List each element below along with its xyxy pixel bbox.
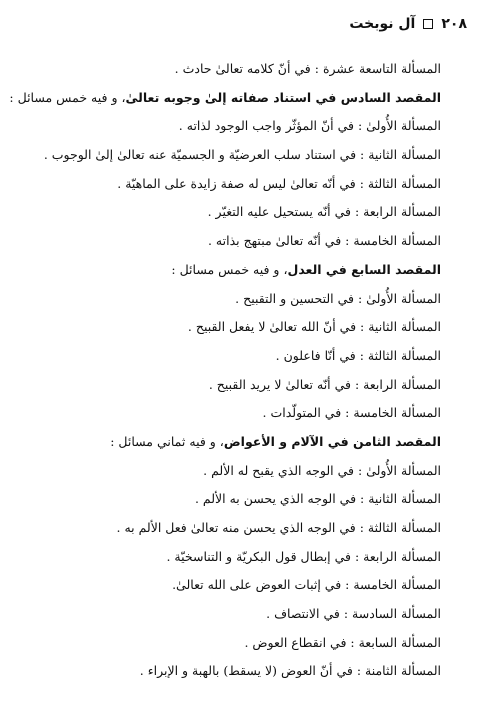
section-heading-title: المقصد السابع في العدل bbox=[287, 261, 441, 277]
list-item: المسألة السادسة : في الانتصاف . bbox=[266, 606, 441, 622]
list-item: المسألة الأُولىٰ : في أنّ المؤثّر واجب الوجود لذاته . bbox=[178, 118, 441, 134]
section-heading-title: المقصد السادس في استناد صفاته إلىٰ وجوبه تعالىٰ bbox=[125, 89, 441, 105]
square-icon bbox=[423, 19, 433, 29]
list-item: المسألة الرابعة : في إبطال قول البكريّة و التناسخيّة . bbox=[166, 548, 441, 564]
page-number: ٢٠٨ bbox=[441, 16, 467, 32]
list-item: المسألة الخامسة : في المتولّدات . bbox=[262, 405, 441, 421]
section-heading-rest: ، و فيه ثماني مسائل : bbox=[110, 433, 224, 449]
list-item: المسألة الرابعة : في أنّه يستحيل عليه التغيّر . bbox=[207, 204, 441, 220]
list-item: المسألة الأُولىٰ : في الوجه الذي يقبح له الألم . bbox=[203, 462, 441, 478]
section-heading bbox=[28, 256, 441, 285]
list-item: المسألة الثانية : في أنّ الله تعالىٰ لا يفعل القبيح . bbox=[187, 319, 441, 335]
list-item: المسألة الثانية : في الوجه الذي يحسن به الألم . bbox=[194, 491, 441, 507]
list-item: المسألة الخامسة : في أنّه تعالىٰ مبتهج بذاته . bbox=[207, 233, 441, 249]
page-body bbox=[9, 55, 441, 686]
list-item: المسألة الثانية : في استناد سلب العرضيّة و الجسميّة عنه تعالىٰ إلىٰ الوجوب . bbox=[43, 147, 441, 163]
running-title: آل نوبخت bbox=[349, 16, 416, 32]
list-item: المسألة السابعة : في انقطاع العوض . bbox=[244, 634, 441, 650]
section-heading bbox=[28, 428, 441, 457]
page-header bbox=[349, 14, 467, 34]
list-item: المسألة الثالثة : في أنّه تعالىٰ ليس له صفة زايدة على الماهيّة . bbox=[117, 175, 441, 191]
list-item: المسألة الثالثة : في الوجه الذي يحسن منه تعالىٰ فعل الألم به . bbox=[116, 520, 441, 535]
list-item: المسألة التاسعة عشرة : في أنّ كلامه تعالىٰ حادث . bbox=[174, 61, 441, 76]
list-item: المسألة الثامنة : في أنّ العوض (لا يسقط) بالهبة و الإبراء . bbox=[139, 663, 441, 679]
section-heading-rest: ، و فيه خمس مسائل : bbox=[9, 89, 126, 105]
list-item: المسألة الثالثة : في أنّا فاعلون . bbox=[275, 347, 441, 363]
list-item: المسألة الأُولىٰ : في التحسين و التقبيح . bbox=[235, 290, 441, 306]
section-heading-title: المقصد الثامن في الآلام و الأعواض bbox=[223, 433, 441, 449]
section-heading bbox=[9, 84, 441, 113]
list-item: المسألة الخامسة : في إثبات العوض على الله تعالىٰ. bbox=[172, 577, 441, 593]
list-item: المسألة الرابعة : في أنّه تعالىٰ لا يريد القبيح . bbox=[208, 376, 441, 392]
section-heading-rest: ، و فيه خمس مسائل : bbox=[171, 261, 288, 277]
